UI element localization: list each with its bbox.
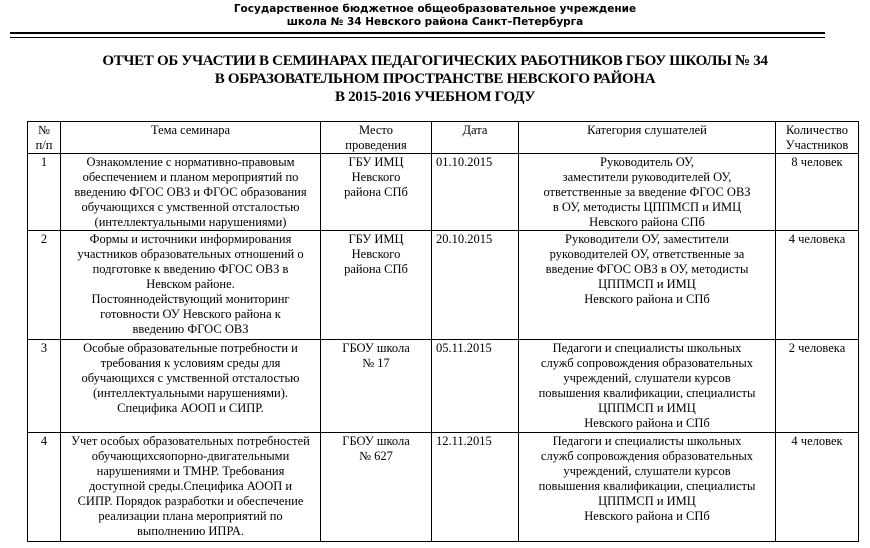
cell-number: 1 [28, 154, 61, 231]
cell-number: 4 [28, 433, 61, 542]
seminars-table [27, 121, 859, 542]
organization-name-line2: школа № 34 Невского района Санкт–Петербурга [286, 16, 584, 28]
cell-audience: Руководители ОУ, заместители руководителей ОУ, ответственные за введение ФГОС ОВЗ в ОУ, методисты ЦППМСП и ИМЦ Невского района и СПб [519, 231, 776, 340]
report-title-line3: В 2015-2016 УЧЕБНОМ ГОДУ [334, 89, 536, 105]
column-header-date: Дата [432, 122, 519, 154]
cell-count: 8 человек [776, 154, 859, 231]
cell-number: 2 [28, 231, 61, 340]
cell-date: 12.11.2015 [432, 433, 519, 542]
table-row [28, 433, 859, 542]
cell-count: 2 человека [776, 340, 859, 433]
table-row [28, 340, 859, 433]
table-row [28, 231, 859, 340]
column-header-audience: Категория слушателей [519, 122, 776, 154]
column-header-place: Место проведения [321, 122, 432, 154]
table-header-row [28, 122, 859, 154]
organization-name-line1: Государственное бюджетное общеобразовательное учреждение [233, 3, 637, 15]
cell-audience: Руководитель ОУ, заместители руководителей ОУ, ответственные за введение ФГОС ОВЗ в ОУ, методисты ЦППМСП и ИМЦ Невского района СПб [519, 154, 776, 231]
cell-date: 20.10.2015 [432, 231, 519, 340]
report-title-line1: ОТЧЕТ ОБ УЧАСТИИ В СЕМИНАРАХ ПЕДАГОГИЧЕСКИХ РАБОТНИКОВ ГБОУ ШКОЛЫ № 34 [102, 53, 768, 69]
cell-topic: Особые образовательные потребности и требования к условиям среды для обучающихся с умственной отсталостью (интеллектуальными нарушениями). Специфика АООП и СИПР. [61, 340, 321, 433]
cell-place: ГБОУ школа № 627 [321, 433, 432, 542]
report-title [0, 52, 870, 106]
column-header-topic: Тема семинара [61, 122, 321, 154]
cell-date: 05.11.2015 [432, 340, 519, 433]
cell-place: ГБУ ИМЦ Невского района СПб [321, 154, 432, 231]
report-title-line2: В ОБРАЗОВАТЕЛЬНОМ ПРОСТРАНСТВЕ НЕВСКОГО РАЙОНА [214, 71, 656, 87]
cell-place: ГБОУ школа № 17 [321, 340, 432, 433]
cell-topic: Учет особых образовательных потребностей обучающихсяопорно-двигательными нарушениями и ТМНР. Требования доступной среды.Специфика АООП и СИПР. Порядок разработки и обеспечение реализации плана мероприятий по выполнению ИПРА. [61, 433, 321, 542]
cell-count: 4 человека [776, 231, 859, 340]
column-header-number: № п/п [28, 122, 61, 154]
cell-number: 3 [28, 340, 61, 433]
table-row [28, 154, 859, 231]
cell-audience: Педагоги и специалисты школьных служб сопровождения образовательных учреждений, слушатели курсов повышения квалификации, специалисты ЦППМСП и ИМЦ Невского района и СПб [519, 340, 776, 433]
cell-topic: Формы и источники информирования участников образовательных отношений о подготовке к введению ФГОС ОВЗ в Невском районе. Постояннодействующий мониторинг готовности ОУ Невского района к введению ФГОС ОВЗ [61, 231, 321, 340]
cell-date: 01.10.2015 [432, 154, 519, 231]
cell-count: 4 человек [776, 433, 859, 542]
cell-audience: Педагоги и специалисты школьных служб сопровождения образовательных учреждений, слушатели курсов повышения квалификации, специалисты ЦППМСП и ИМЦ Невского района и СПб [519, 433, 776, 542]
column-header-count: Количество Участников [776, 122, 859, 154]
header-double-rule [10, 32, 825, 38]
cell-topic: Ознакомление с нормативно-правовым обеспечением и планом мероприятий по введению ФГОС ОВЗ и ФГОС образования обучающихся с умственной отсталостью (интеллектуальными нарушениями) [61, 154, 321, 231]
cell-place: ГБУ ИМЦ Невского района СПб [321, 231, 432, 340]
